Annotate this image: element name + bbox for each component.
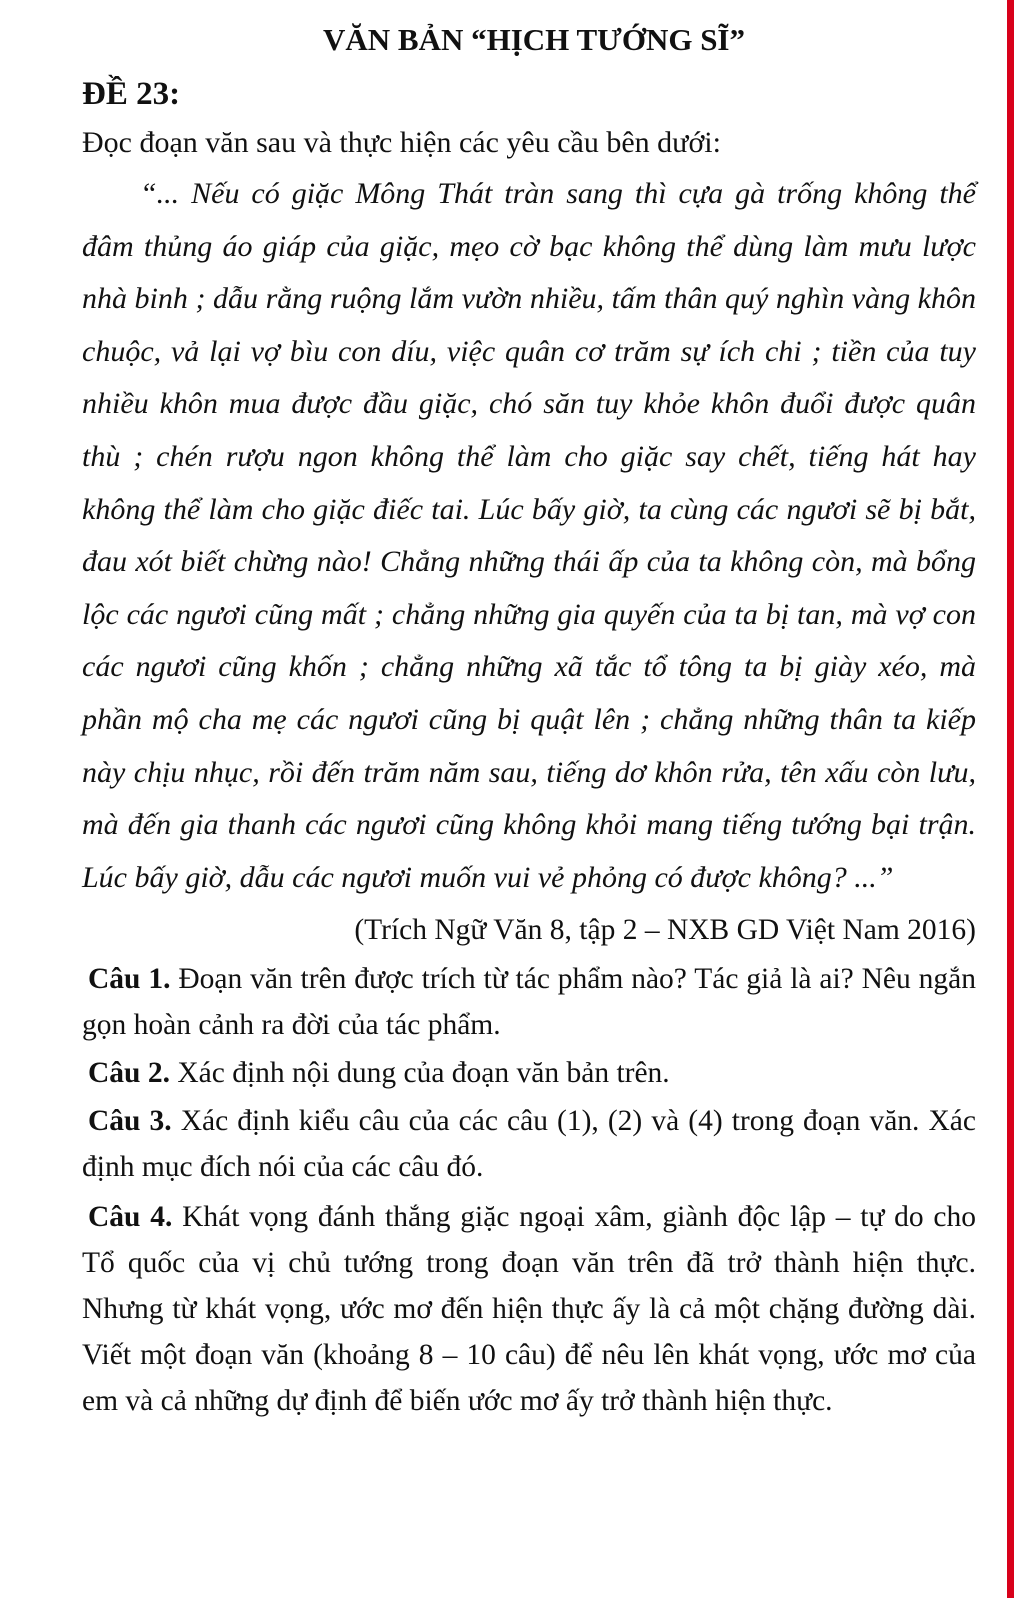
question-1-text: Đoạn văn trên được trích từ tác phẩm nào? Tác giả là ai? Nêu ngắn gọn hoàn cảnh ra đời của tác phẩm. — [82, 963, 976, 1042]
question-4-text: Khát vọng đánh thắng giặc ngoại xâm, giành độc lập – tự do cho Tổ quốc của vị chủ tướng trong đoạn văn trên đã trở thành hiện thực. Nhưng từ khát vọng, ước mơ đến hiện thực ấy là cả một chặng đường dài. Viết một đoạn văn (khoảng 8 – 10 câu) để nêu lên khát vọng, ước mơ của em và cả những dự định để biến ước mơ ấy trở thành hiện thực. — [82, 1201, 977, 1418]
question-1 — [82, 956, 976, 1048]
question-3-label: Câu 3. — [88, 1105, 172, 1138]
red-margin-rule — [1007, 0, 1014, 1598]
instruction-text: Đọc đoạn văn sau và thực hiện các yêu cầu bên dưới: — [82, 126, 721, 159]
document-title: VĂN BẢN “HỊCH TƯỚNG SĨ” — [323, 22, 745, 57]
source-citation: (Trích Ngữ Văn 8, tập 2 – NXB GD Việt Nam 2016) — [354, 914, 976, 947]
question-3 — [82, 1098, 976, 1190]
question-2-text: Xác định nội dung của đoạn văn bản trên. — [169, 1057, 670, 1090]
question-4-label: Câu 4. — [88, 1201, 173, 1234]
question-3-text: Xác định kiểu câu của các câu (1), (2) và (4) trong đoạn văn. Xác định mục đích nói của các câu đó. — [82, 1105, 976, 1184]
question-2 — [82, 1050, 976, 1096]
exam-number: ĐỀ 23: — [82, 76, 181, 112]
question-4 — [82, 1194, 976, 1424]
question-1-label: Câu 1. — [88, 963, 171, 996]
question-2-label: Câu 2. — [88, 1057, 170, 1090]
quoted-passage: “... Nếu có giặc Mông Thát tràn sang thì cựa gà trống không thể đâm thủng áo giáp của giặc, mẹo cờ bạc không thể dùng làm mưu lược nhà binh ; dẫu rằng ruộng lắm vườn nhiều, tấm thân quý nghìn vàng khôn chuộc, vả lại vợ bìu con díu, việc quân cơ trăm sự ích chi ; tiền của tuy nhiều khôn mua được đầu giặc, chó săn tuy khỏe khôn đuổi được quân thù ; chén rượu ngon không thể làm cho giặc say chết, tiếng hát hay không thể làm cho giặc điếc tai. Lúc bấy giờ, ta cùng các ngươi sẽ bị bắt, đau xót biết chừng nào! Chẳng những thái ấp của ta không còn, mà bổng lộc các ngươi cũng mất ; chẳng những gia quyến của ta bị tan, mà vợ con các ngươi cũng khốn ; chẳng những xã tắc tổ tông ta bị giày xéo, mà phần mộ cha mẹ các ngươi cũng bị quật lên ; chẳng những thân ta kiếp này chịu nhục, rồi đến trăm năm sau, tiếng dơ khôn rửa, tên xấu còn lưu, mà đến gia thanh các ngươi cũng không khỏi mang tiếng tướng bại trận. Lúc bấy giờ, dẫu các ngươi muốn vui vẻ phỏng có được không? ...” — [82, 177, 976, 894]
